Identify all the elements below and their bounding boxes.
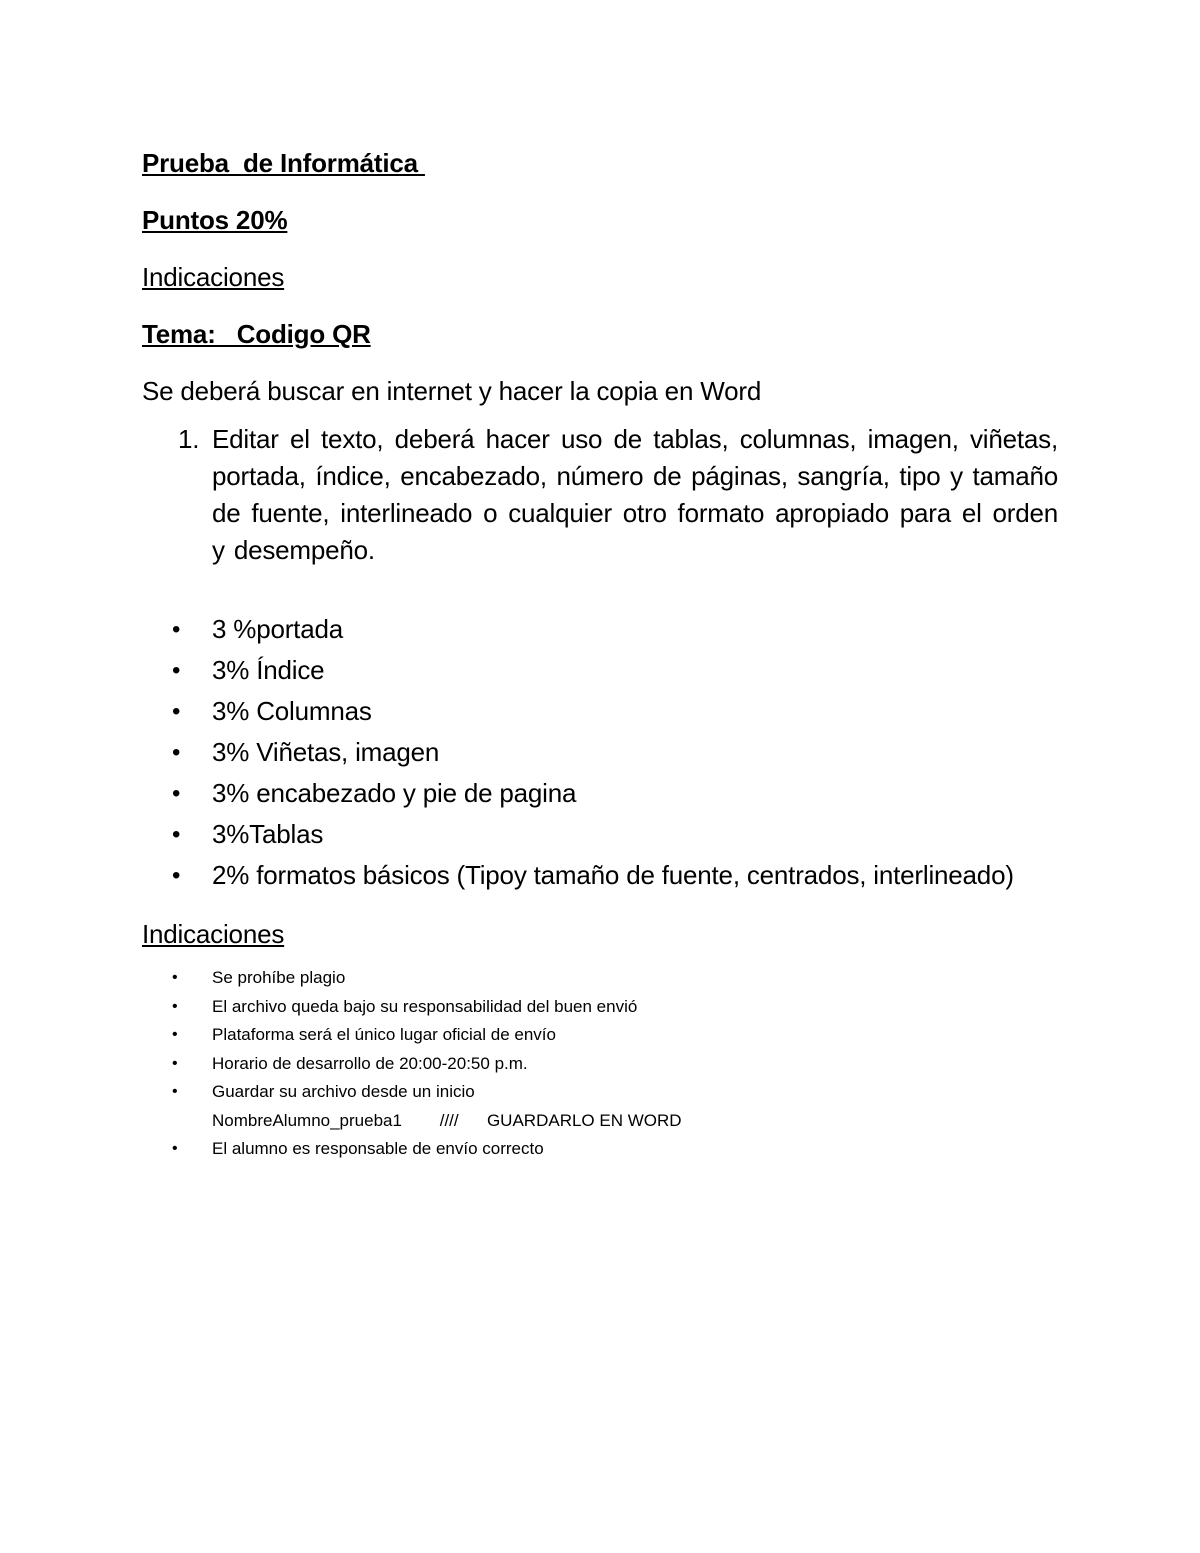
rule-text: Horario de desarrollo de 20:00-20:50 p.m. — [212, 1053, 528, 1073]
list-item — [172, 814, 1058, 855]
list-item — [172, 993, 1058, 1022]
rule-text-group — [212, 1078, 1058, 1135]
rules-list — [142, 964, 1058, 1164]
bullet-icon: • — [172, 739, 181, 766]
indications-heading: Indicaciones — [142, 262, 285, 292]
item-number: 1. — [178, 424, 200, 454]
bullet-icon: • — [172, 1140, 178, 1157]
document-title: Prueba de Informática — [142, 148, 425, 178]
list-item-text: 3 %portada — [212, 614, 343, 644]
rule-text: Plataforma será el único lugar oficial de envío — [212, 1025, 556, 1044]
list-item — [172, 732, 1058, 773]
list-item — [172, 855, 1058, 896]
list-item — [172, 609, 1058, 650]
list-item — [172, 1078, 1058, 1135]
list-item-text: 3% encabezado y pie de pagina — [212, 778, 577, 808]
rule-text: Se prohíbe plagio — [212, 968, 346, 987]
indications-heading-2: Indicaciones — [142, 919, 285, 949]
numbered-item — [178, 421, 1058, 569]
list-item-text: 3%Tablas — [212, 819, 324, 849]
document-content — [142, 143, 1058, 1164]
points-line: Puntos 20% — [142, 205, 288, 235]
bullet-icon: • — [172, 657, 181, 684]
rule-text: El alumno es responsable de envío correcto — [212, 1139, 544, 1158]
list-item-text: 3% Índice — [212, 655, 325, 685]
list-item-text: 3% Columnas — [212, 696, 372, 726]
intro-paragraph: Se deberá buscar en internet y hacer la copia en Word — [142, 376, 762, 406]
list-item — [172, 964, 1058, 993]
bullet-icon: • — [172, 862, 181, 889]
list-item — [172, 1021, 1058, 1050]
grading-list — [142, 609, 1058, 896]
list-item — [172, 773, 1058, 814]
topic-line: Tema: Codigo QR — [142, 319, 371, 349]
bullet-icon: • — [172, 698, 181, 725]
item-text: Editar el texto, deberá hacer uso de tablas, columnas, imagen, viñetas, portada, índice, encabezado, número de páginas, sangría, tipo y tamaño de fuente, interlineado o cualquier otro formato apropiado para el orden y desempeño. — [212, 424, 1058, 565]
list-item — [172, 1050, 1058, 1079]
rule-text: El archivo queda bajo su responsabilidad del buen envió — [212, 996, 638, 1016]
bullet-icon: • — [172, 1083, 178, 1100]
bullet-icon: • — [172, 969, 178, 986]
rule-text: Guardar su archivo desde un inicio — [212, 1082, 475, 1101]
bullet-icon: • — [172, 821, 181, 848]
list-item — [172, 650, 1058, 691]
bullet-icon: • — [172, 616, 181, 643]
list-item — [172, 691, 1058, 732]
bullet-icon: • — [172, 1026, 178, 1043]
list-item — [172, 1135, 1058, 1164]
filename-instruction: NombreAlumno_prueba1 //// GUARDARLO EN WORD — [212, 1110, 682, 1130]
bullet-icon: • — [172, 1054, 178, 1072]
list-item-text: 2% formatos básicos (Tipoy tamaño de fuente, centrados, interlineado) — [212, 860, 1014, 890]
list-item-text: 3% Viñetas, imagen — [212, 737, 440, 767]
bullet-icon: • — [172, 780, 181, 807]
bullet-icon: • — [172, 997, 178, 1015]
